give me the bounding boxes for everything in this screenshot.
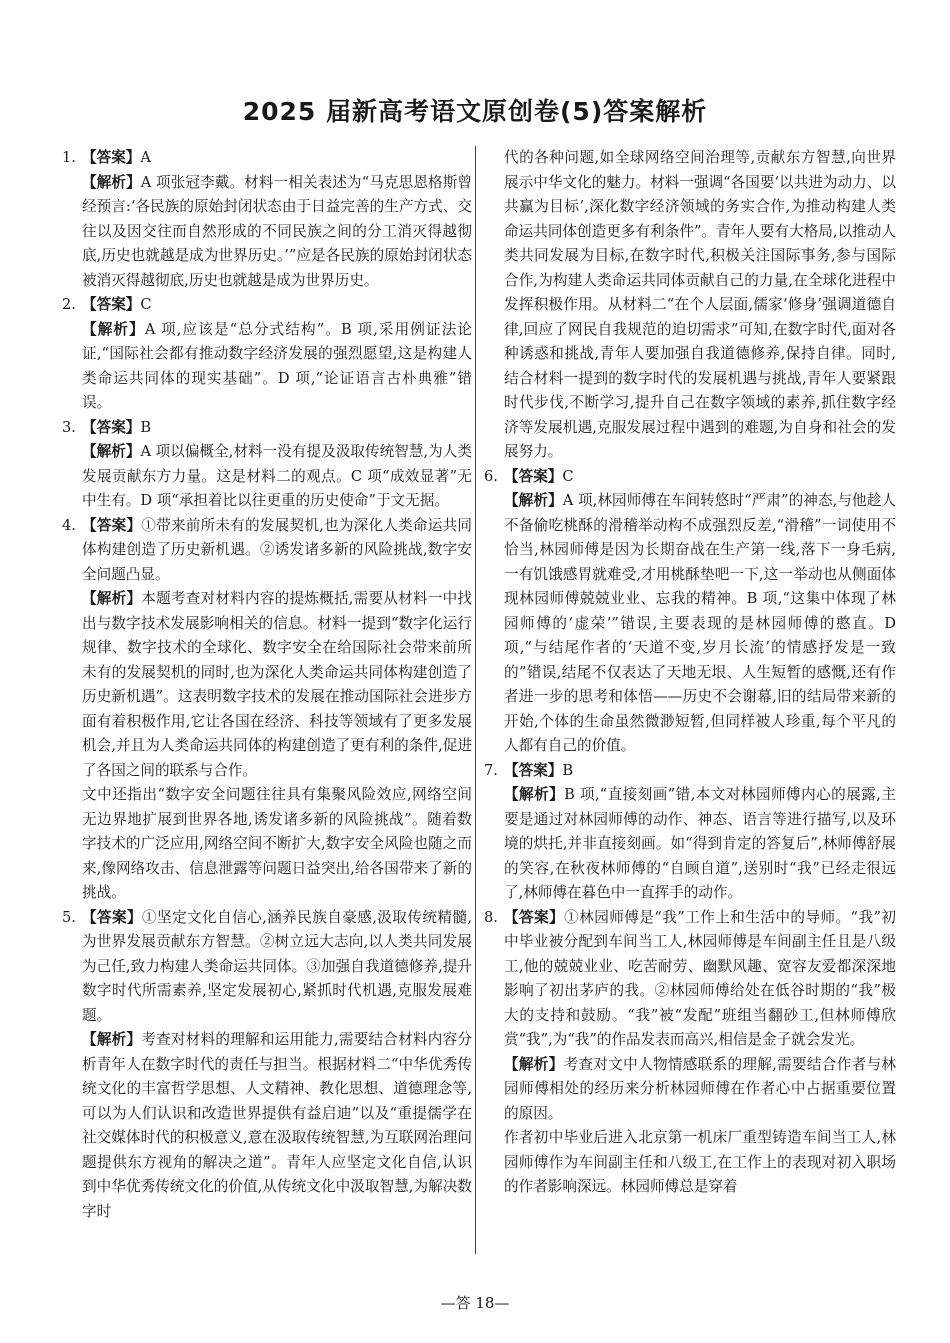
item-number: 5. [62, 908, 76, 926]
analysis-text: A 项张冠李戴。材料一相关表述为“马克思恩格斯曾经预言:‘各民族的原始封闭状态由于日益完善的生产方式、交往以及因交往而自然形成的不同民族之间的分工消灭得越彻底,历史也就越是成为世界历史。’”应是各民族的原始封闭状态被消灭得越彻底,历史也就越是成为世界历史。 [82, 173, 472, 289]
answer-text: A [140, 149, 151, 166]
analysis-text: A 项,林园师傅在车间转悠时“严肃”的神态,与他趁人不备偷吃桃酥的滑稽举动构不成强烈反差,“滑稽”一词使用不恰当,林园师傅是因为长期奋战在生产第一线,落下一身毛病,一有饥饿感胃就难受,才用桃酥垫吧一下,这一举动也从侧面体现林园师傅兢兢业业、忘我的精神。B 项,“这集中体现了林园师傅的‘虚荣’”错误,主要表现的是林园师傅的憨直。D 项,“与结尾作者的‘天道不变,岁月长流’的情感抒发是一致的”错误,结尾不仅表达了天地无垠、人生短暂的感慨,还有作者进一步的思考和体悟——历史不会谢幕,旧的结局带来新的开始,个体的生命虽然微渺短暂,但同样被人珍重,每个平凡的人都有自己的价值。 [504, 492, 896, 754]
left-column [62, 146, 472, 1224]
item-number: 6. [484, 467, 498, 485]
answer-label: 【答案】 [504, 467, 563, 485]
answer-text: C [562, 467, 574, 485]
answer-text: ①带来前所未有的发展契机,也为深化人类命运共同体构建创造了历史新机遇。②诱发诸多新的风险挑战,数字安全问题凸显。 [82, 516, 472, 583]
answer-label: 【答案】 [504, 761, 563, 779]
analysis-text: B 项,“直接刻画”错,本文对林园师傅内心的展露,主要是通过对林园师傅的动作、神态、语言等进行描写,以及环境的烘托,并非直接刻画。如“得到肯定的答复后”,林师傅舒展的笑容,在秋夜林师傅的“自顾自道”,送别时“我”已经走很远了,林师傅在暮色中一直挥手的动作。 [504, 786, 896, 901]
answer-item-4 [62, 514, 472, 906]
answer-item-2 [62, 293, 472, 416]
answer-item-1 [62, 146, 472, 293]
answer-text: B [140, 418, 152, 436]
analysis-label: 【解析】 [82, 173, 141, 191]
analysis-label: 【解析】 [82, 443, 141, 460]
right-column [484, 146, 896, 1200]
answer-text: ①坚定文化自信心,涵养民族自豪感,汲取传统精髓,为世界发展贡献东方智慧。②树立远大志向,以人类共同发展为己任,致力构建人类命运共同体。③加强自我道德修养,提升数字时代所需素养,坚定发展初心,紧抓时代机遇,克服发展难题。 [82, 908, 472, 1024]
answer-label: 【答案】 [504, 908, 565, 926]
analysis-text: 考查对文中人物情感联系的理解,需要结合作者与林园师傅相处的经历来分析林园师傅在作者心中占据重要位置的原因。 [504, 1055, 896, 1122]
answer-label: 【答案】 [82, 516, 142, 534]
analysis-label: 【解析】 [82, 1031, 142, 1048]
analysis-label: 【解析】 [504, 1055, 564, 1073]
item-number: 4. [62, 516, 76, 534]
analysis-label: 【解析】 [504, 492, 563, 509]
page-title: 2025 届新高考语文原创卷(5)答案解析 [242, 97, 708, 126]
analysis-text: A 项以偏概全,材料一没有提及汲取传统智慧,为人类发展贡献东方力量。这是材料二的观点。C 项“成效显著”无中生有。D 项“承担着比以往更重的历史使命”于文无据。 [82, 443, 472, 509]
item-number: 3. [62, 418, 76, 436]
analysis-text: A 项,应该是“总分式结构”。B 项,采用例证法论证,“国际社会都有推动数字经济发展的强烈愿望,这是构建人类命运共同体的现实基础”。D 项,“论证语言古朴典雅”错误。 [82, 320, 472, 411]
answer-text: B [562, 761, 574, 779]
analysis-text: 考查对材料的理解和运用能力,需要结合材料内容分析青年人在数字时代的责任与担当。根据材料二“中华优秀传统文化的丰富哲学思想、人文精神、教化思想、道德理念等,可以为人们认识和改造世界提供有益启迪”以及“重提儒学在社交媒体时代的积极意义,意在汲取传统智慧,为互联网治理问题提供东方视角的解决之道”。青年人应坚定文化自信,认识到中华优秀传统文化的价值,从传统文化中汲取智慧,为解决数字时 [82, 1031, 472, 1220]
analysis-label: 【解析】 [82, 320, 145, 338]
analysis-label: 【解析】 [82, 590, 142, 607]
page-number: —答 18— [440, 1294, 510, 1312]
item-number: 2. [62, 296, 76, 313]
answer-item-6 [484, 465, 896, 759]
answer-item-7 [484, 759, 896, 906]
answer-label: 【答案】 [82, 418, 141, 436]
analysis-paragraph: 作者初中毕业后进入北京第一机床厂重型铸造车间当工人,林园师傅作为车间副主任和八级工,在工作上的表现对初入职场的作者影响深远。林园师傅总是穿着 [504, 1129, 896, 1195]
answer-text: C [140, 296, 152, 313]
item-number: 7. [484, 761, 498, 779]
item-number: 1. [62, 149, 76, 166]
answer-item-5 [62, 906, 472, 1225]
analysis-continuation: 代的各种问题,如全球网络空间治理等,贡献东方智慧,向世界展示中华文化的魅力。材料一强调“各国要‘以共进为动力、以共赢为目标’,深化数字经济领域的务实合作,为推动构建人类命运共同体创造更多有利条件”。青年人要有大格局,以推动人类共同发展为目标,在数字时代,积极关注国际事务,参与国际合作,为构建人类命运共同体贡献自己的力量,在全球化进程中发挥积极作用。从材料二“在个人层面,儒家‘修身’强调道德自律,回应了网民自我规范的迫切需求”可知,在数字时代,面对各种诱惑和挑战,青年人要加强自我道德修养,保持自律。同时,结合材料一提到的数字时代的发展机遇与挑战,青年人要紧跟时代步伐,不断学习,提升自己在数字领域的素养,抓住数字经济等发展机遇,克服发展过程中遇到的难题,为自身和社会的发展努力。 [504, 149, 896, 460]
answer-label: 【答案】 [82, 149, 141, 166]
analysis-paragraph: 文中还指出“数字安全问题往往具有集聚风险效应,网络空间无边界地扩展到世界各地,诱发诸多新的风险挑战”。随着数字技术的广泛应用,网络空间不断扩大,数字安全风险也随之而来,像网络攻击、信息泄露等问题日益突出,给各国带来了新的挑战。 [82, 786, 472, 901]
analysis-label: 【解析】 [504, 786, 565, 803]
item-number: 8. [484, 908, 498, 926]
answer-text: ①林园师傅是“我”工作上和生活中的导师。“我”初中毕业被分配到车间当工人,林园师傅是车间副主任且是八级工,他的兢兢业业、吃苦耐劳、幽默风趣、宽容友爱都深深地影响了初出茅庐的我。②林园师傅给处在低谷时期的“我”极大的支持和鼓励。“我”被“发配”班组当翻砂工,但林师傅欣赏“我”,为“我”的作品发表而高兴,相信是金子就会发光。 [504, 908, 896, 1048]
column-divider [475, 146, 476, 1254]
answer-item-3 [62, 416, 472, 514]
answer-label: 【答案】 [82, 908, 143, 926]
analysis-text: 本题考查对材料内容的提炼概括,需要从材料一中找出与数字技术发展影响相关的信息。材料一提到“数字化运行规律、数字技术的全球化、数字安全在给国际社会带来前所未有的发展契机的同时,也为深化人类命运共同体构建创造了历史新机遇”。这表明数字技术的发展在推动国际社会进步方面有着积极作用,它让各国在经济、科技等领域有了更多发展机会,并且为人类命运共同体的构建创造了更有利的条件,促进了各国之间的联系与合作。 [82, 590, 472, 779]
answer-item-8 [484, 906, 896, 1200]
answer-label: 【答案】 [82, 296, 141, 313]
